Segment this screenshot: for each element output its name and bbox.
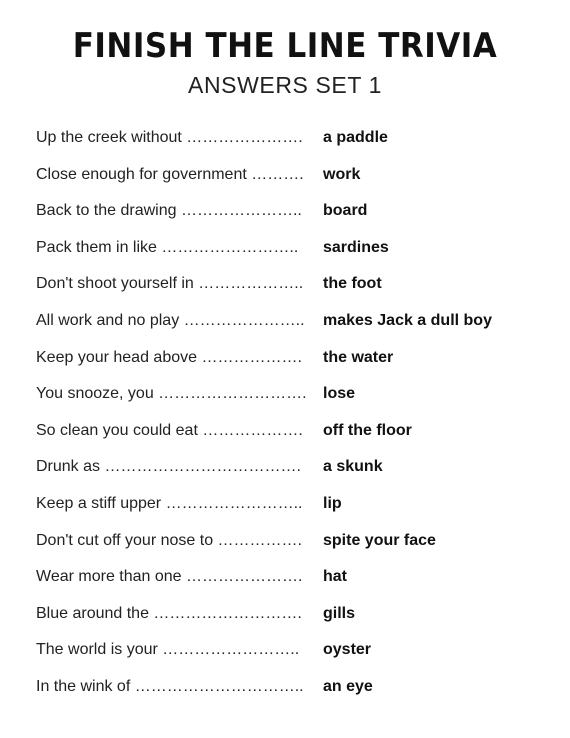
- item-answer: lip: [323, 494, 342, 512]
- item-answer: spite your face: [323, 531, 436, 549]
- item-prompt: Don't shoot yourself in ………………..: [36, 275, 304, 293]
- item-prompt: Blue around the ……………………….: [36, 604, 302, 622]
- list-item: [36, 272, 556, 309]
- item-answer: a paddle: [323, 129, 388, 146]
- item-prompt: Wear more than one ………………….: [36, 568, 303, 586]
- list-item: [36, 529, 556, 566]
- list-item: [36, 236, 556, 273]
- page-title: FINISH THE LINE TRIVIA: [72, 26, 498, 66]
- list-item: [36, 455, 556, 492]
- item-answer: oyster: [323, 641, 372, 659]
- item-prompt: Up the creek without ………………….: [36, 129, 303, 146]
- item-answer: work: [323, 165, 361, 183]
- item-prompt: Back to the drawing …………………..: [36, 202, 302, 220]
- item-answer: makes Jack a dull boy: [323, 311, 492, 329]
- item-answer: an eye: [323, 677, 373, 695]
- item-prompt: The world is your ……………………..: [36, 641, 300, 659]
- item-prompt: Drunk as ……………………………….: [36, 458, 301, 476]
- item-answer: hat: [323, 568, 347, 586]
- item-prompt: In the wink of …………………………..: [36, 677, 304, 695]
- item-prompt: All work and no play …………………..: [36, 311, 305, 329]
- list-item: [36, 602, 556, 639]
- item-prompt: Keep your head above ……………….: [36, 348, 302, 366]
- item-prompt: Close enough for government ……….: [36, 165, 304, 183]
- item-prompt: Don't cut off your nose to …………….: [36, 531, 302, 549]
- item-answer: sardines: [323, 238, 389, 256]
- list-item: [36, 199, 556, 236]
- list-item: [36, 565, 556, 602]
- item-prompt: So clean you could eat ……………….: [36, 421, 303, 439]
- list-item: [36, 492, 556, 529]
- item-answer: the foot: [323, 275, 382, 293]
- list-item: [36, 346, 556, 383]
- item-answer: off the floor: [323, 421, 412, 439]
- list-item: [36, 638, 556, 675]
- item-prompt: You snooze, you ……………………….: [36, 385, 307, 403]
- list-item: [36, 309, 556, 346]
- item-answer: a skunk: [323, 458, 383, 476]
- answer-list: [36, 126, 556, 712]
- list-item: [36, 419, 556, 456]
- list-item: [36, 163, 556, 200]
- item-answer: board: [323, 202, 368, 220]
- list-item: [36, 675, 556, 712]
- item-prompt: Keep a stiff upper ……………………..: [36, 494, 303, 512]
- item-answer: the water: [323, 348, 394, 366]
- list-item: [36, 126, 556, 163]
- page-subtitle: ANSWERS SET 1: [188, 72, 382, 98]
- item-answer: lose: [323, 385, 356, 403]
- item-prompt: Pack them in like ……………………..: [36, 238, 299, 256]
- list-item: [36, 382, 556, 419]
- item-answer: gills: [323, 604, 356, 622]
